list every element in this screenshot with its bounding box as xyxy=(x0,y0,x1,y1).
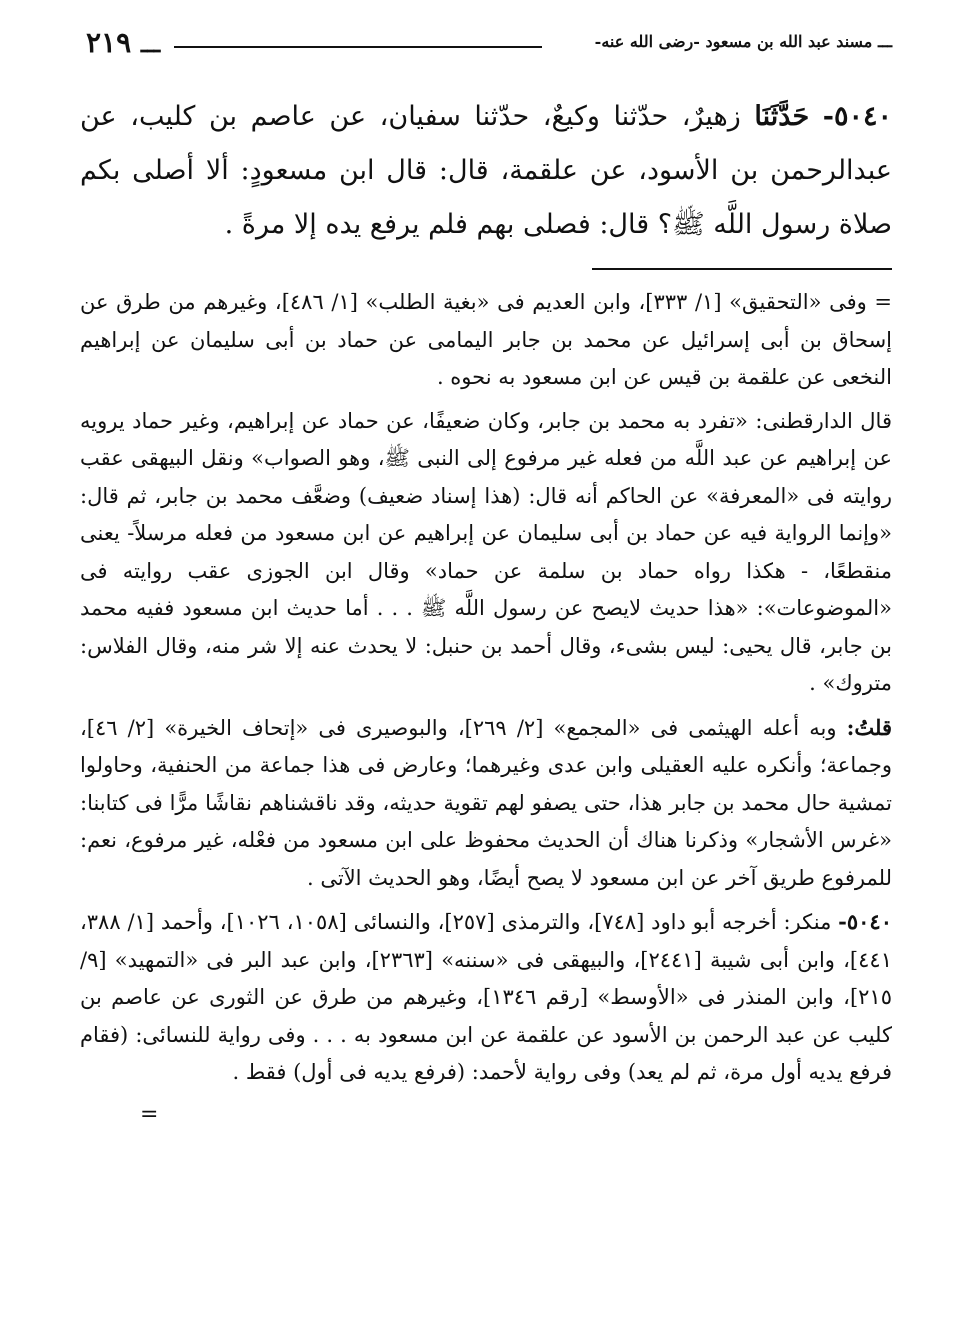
page-number-dash: ـــ xyxy=(140,32,161,58)
page-header xyxy=(80,26,892,66)
footnote-separator xyxy=(592,268,892,270)
page-number: ٢١٩ xyxy=(86,26,132,59)
footnote-paragraph-1: = وفى «التحقيق» [١/ ٣٣٣]، وابن العديم فى «بغية الطلب» [١/ ٤٨٦]، وغيرهم من طرق عن إسحاق بن أبى إسرائيل عن محمد بن جابر اليمامى عن حماد بن أبى سليمان عن إبراهيم النخعى عن علقمة بن قيس عن ابن مسعود به نحوه . xyxy=(80,290,892,389)
footnote-paragraph-4 xyxy=(80,903,892,1092)
running-title: ـــ مسند عبد الله بن مسعود -رضى الله عنه- xyxy=(587,32,892,51)
footnote-paragraph-2: قال الدارقطنى: «تفرد به محمد بن جابر، وكان ضعيفًا، عن حماد عن إبراهيم، وغير حماد يرويه عن إبراهيم عن عبد اللَّه من فعله غير مرفوع إلى النبى ﷺ، وهو الصواب» ونقل البيهقى عقب روايته فى «المعرفة» عن الحاكم أنه قال: (هذا إسناد ضعيف) وضعَّف محمد بن جابر، ثم قال: «وإنما الرواية فيه عن حماد بن أبى سليمان عن إبراهيم عن ابن مسعود من فعله مرسلاً- يعنى منقطعًا، - هكذا رواه حماد بن سلمة عن حماد» وقال ابن الجوزى عقب روايته فى «الموضوعات»: «هذا حديث لايصح عن رسول اللَّه ﷺ . . . أما حديث ابن مسعود ففيه محمد بن جابر، قال يحيى: ليس بشىء، وقال أحمد بن حنبل: لا يحدث عنه إلا شر منه، وقال الفلاس: متروك» . xyxy=(80,408,892,695)
hadith-number: ٥٠٤٠- xyxy=(822,101,892,132)
hadith-opening: حَدَّثَنَا xyxy=(754,101,810,132)
footnote-3-body: وبه أعله الهيثمى فى «المجمع» [٢/ ٢٦٩]، والبوصيرى فى «إتحاف الخيرة» [٢/ ٤٦]، وجماعة؛ وأنكره عليه العقيلى وابن عدى وغيرهما؛ وعارض فى هذا جماعة من الحنفية، وحاولوا تمشية حال محمد بن جابر هذا، حتى يصفو لهم تقوية حديثه، وقد ناقشناهم نقاشًا مرًّا فى كتابنا: «غرس الأشجار» وذكرنا هناك أن الحديث محفوظ على ابن مسعود من فعْله، غير مرفوع، نعم: للمرفوع طريق آخر عن ابن مسعود لا يصح أيضًا، وهو الحديث الآتى . xyxy=(80,715,892,890)
page-number-block xyxy=(80,26,174,59)
footnote-4-body: منكر: أخرجه أبو داود [٧٤٨]، والترمذى [٢٥٧]، والنسائى [١٠٥٨، ١٠٢٦]، وأحمد [١/ ٣٨٨، ٤٤١]، وابن أبى شيبة [٢٤٤١]، والبيهقى فى «سننه» [٢٣٦٣]، وابن عبد البر فى «التمهيد» [٩/ ٢١٥]، وابن المنذر فى «الأوسط» [رقم ١٣٤٦]، وغيرهم من طرق عن الثورى عن عاصم بن كليب عن عبد الرحمن بن الأسود عن علقمة عن ابن مسعود به . . . وفى رواية للنسائى: (فقام فرفع يديه أول مرة، ثم لم يعد) وفى رواية لأحمد: (فرفع يديه فى أول) فقط . xyxy=(80,910,892,1084)
header-rule xyxy=(170,46,542,48)
hadith-text xyxy=(80,90,892,252)
footnote-paragraph-3 xyxy=(80,709,892,898)
hadith-body: زهيرٌ، حدّثنا وكيعٌ، حدّثنا سفيان، عن عاصم بن كليب، عن عبدالرحمن بن الأسود، عن علقمة، قال: قال ابن مسعودٍ: ألا أصلى بكم صلاة رسول اللَّه ﷺ؟ قال: فصلى بهم فلم يرفع يده إلا مرةً . xyxy=(80,101,892,240)
continuation-mark: = xyxy=(140,1101,159,1127)
book-page xyxy=(80,26,892,1316)
footnote-4-lead: ٥٠٤٠- xyxy=(838,909,892,934)
footnote-3-lead: قلتُ: xyxy=(846,714,892,740)
footnotes xyxy=(80,284,892,1133)
